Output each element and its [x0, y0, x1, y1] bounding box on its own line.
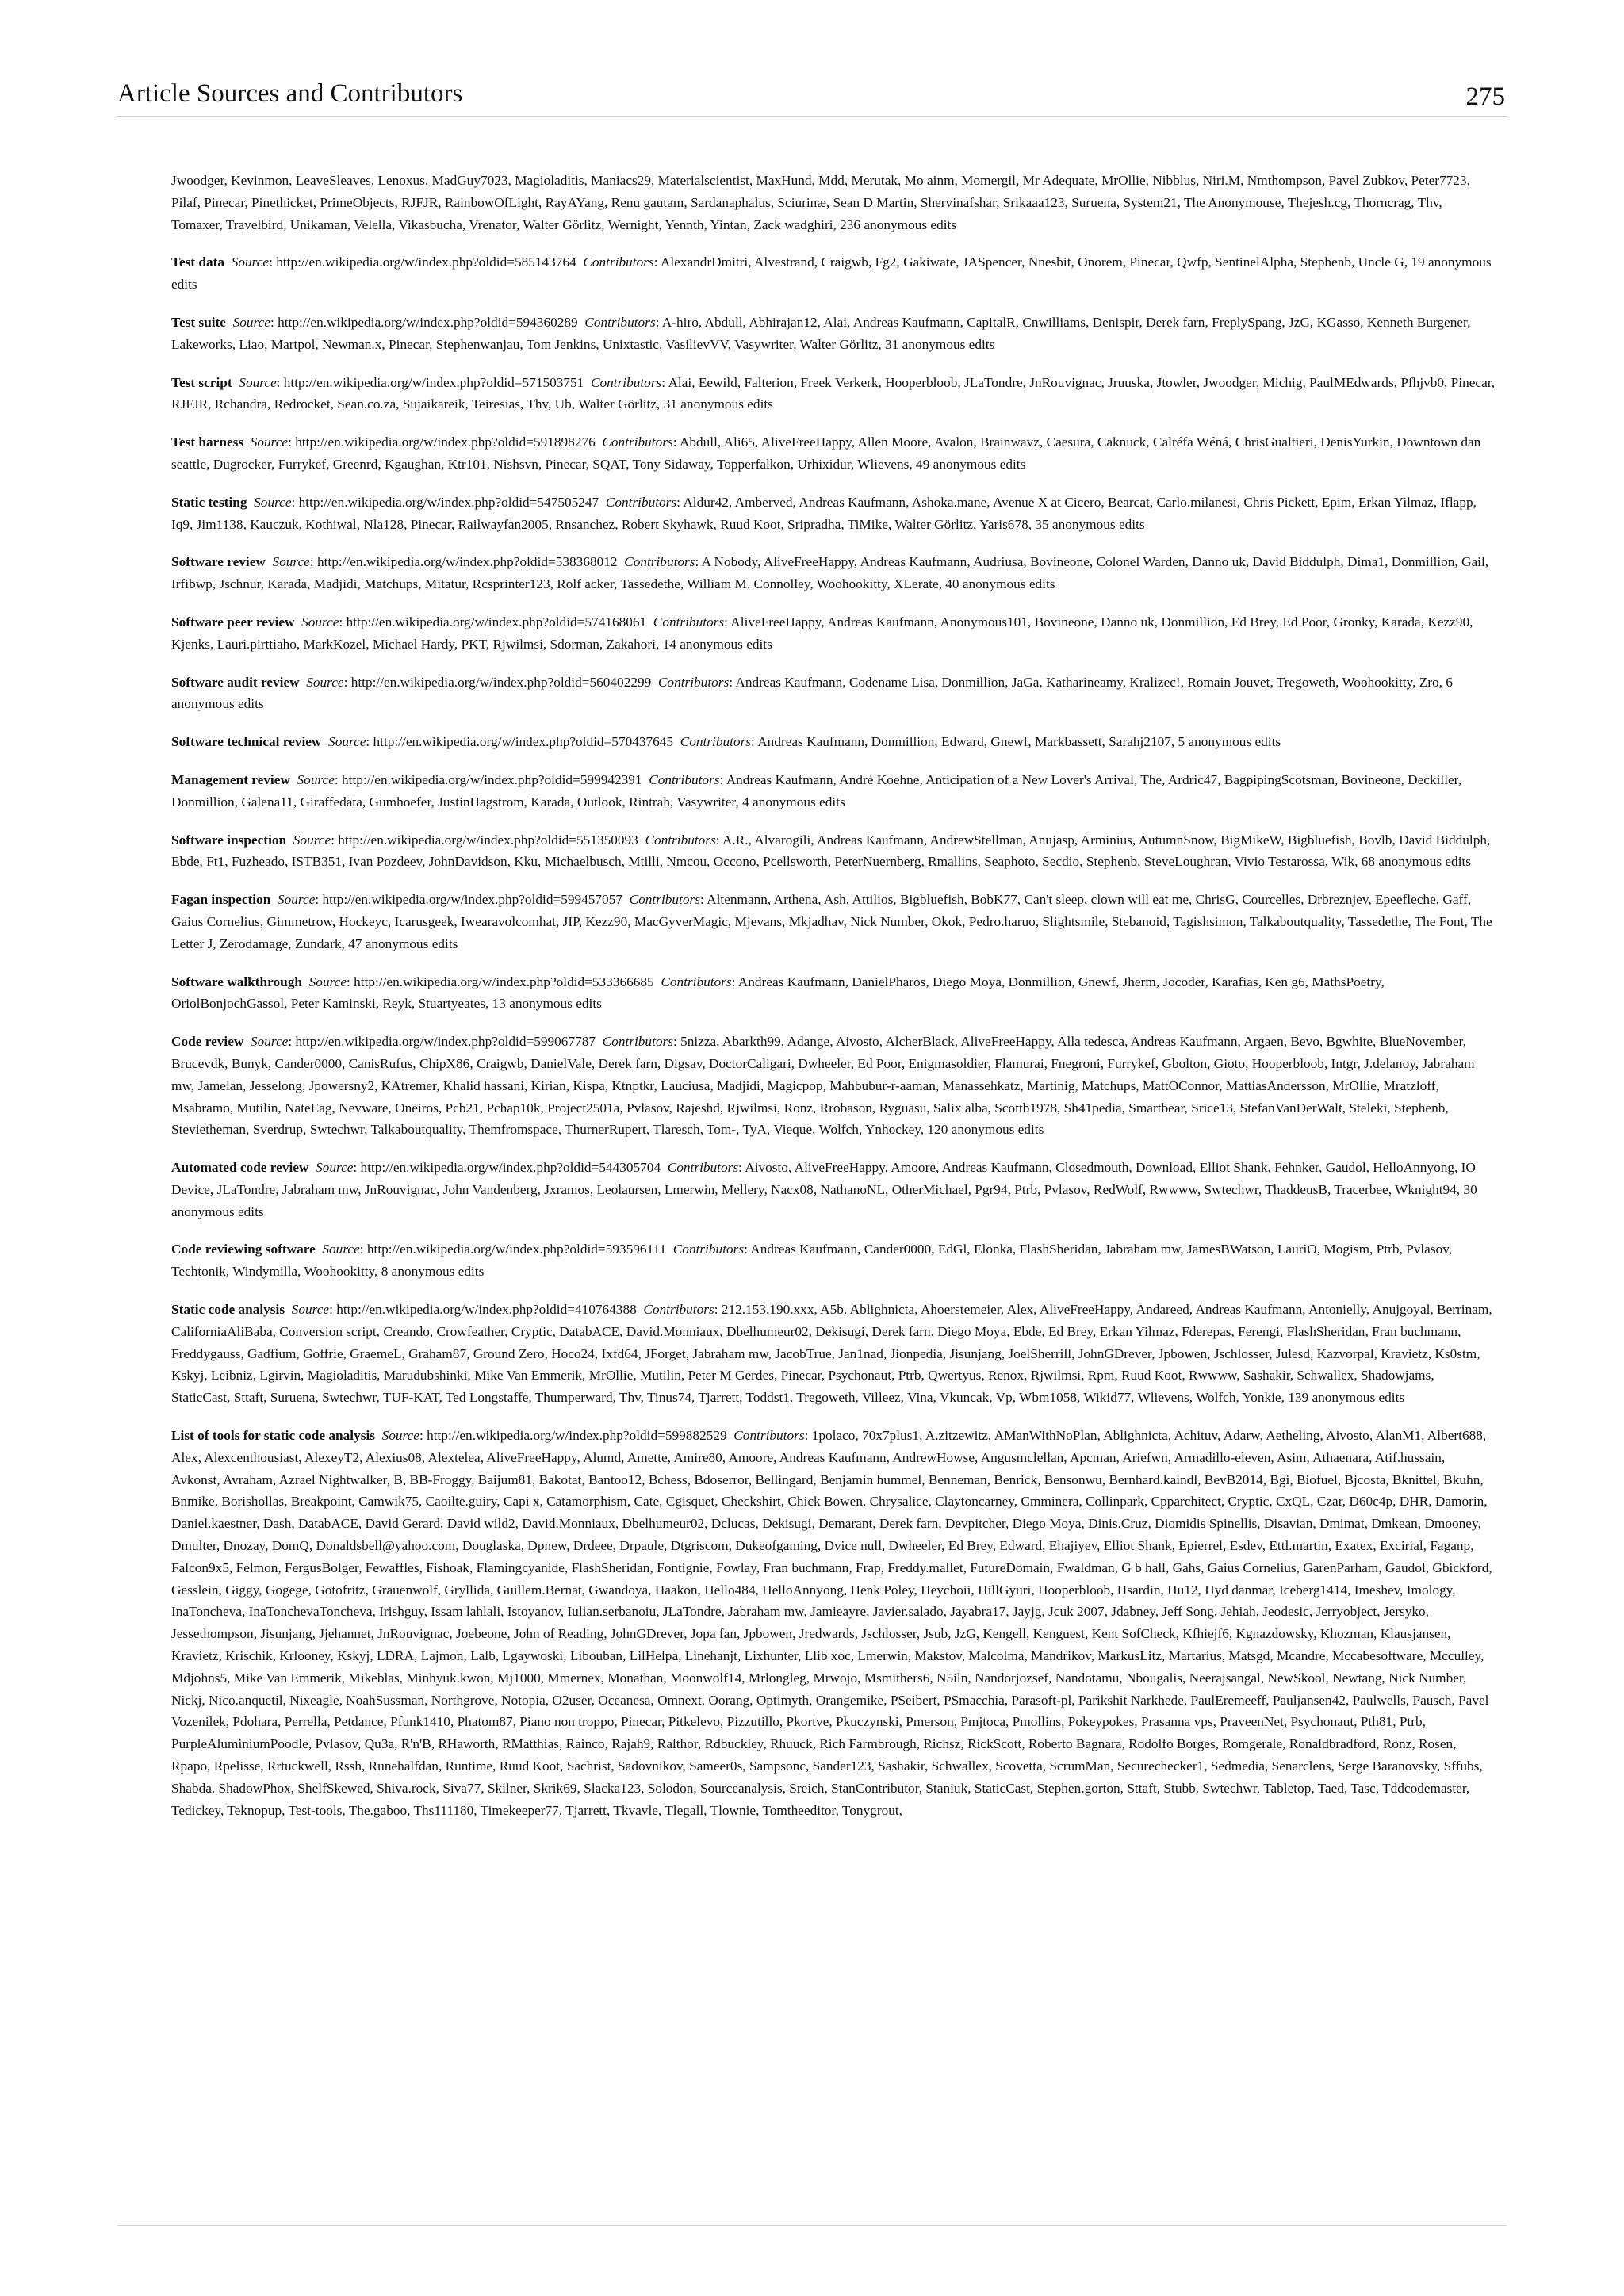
- contributors-label: Contributors: [653, 614, 725, 629]
- article-entry: [171, 551, 1496, 595]
- contributors-colon: :: [653, 254, 661, 270]
- source-label: Source: [301, 614, 339, 629]
- source-url[interactable]: http://en.wikipedia.org/w/index.php?oldid=544305704: [360, 1160, 661, 1176]
- article-title: Software peer review: [171, 614, 295, 629]
- source-url[interactable]: http://en.wikipedia.org/w/index.php?oldid=533366685: [354, 974, 654, 989]
- contributors-colon: :: [661, 374, 668, 390]
- source-url[interactable]: http://en.wikipedia.org/w/index.php?oldid=574168061: [346, 614, 647, 629]
- contributors-label: Contributors: [645, 832, 716, 848]
- source-url[interactable]: http://en.wikipedia.org/w/index.php?oldid=599067787: [295, 1034, 596, 1050]
- article-entry: [171, 1425, 1496, 1821]
- article-entry: [171, 1238, 1496, 1283]
- source-url[interactable]: http://en.wikipedia.org/w/index.php?oldid=571503751: [283, 374, 584, 390]
- contributors-colon: :: [738, 1160, 745, 1176]
- source-url[interactable]: http://en.wikipedia.org/w/index.php?oldid=594360289: [278, 314, 578, 330]
- article-entry: [171, 611, 1496, 656]
- source-colon: :: [315, 892, 323, 908]
- page: [117, 0, 1507, 2296]
- contributors-colon: :: [804, 1428, 812, 1444]
- contributors-label: Contributors: [672, 1242, 745, 1257]
- intro-contributors: Jwoodger, Kevinmon, LeaveSleaves, Lenoxus, MadGuy7023, Magioladitis, Maniacs29, Materialscientist, MaxHund, Mdd, Merutak, Mo ainm, Momergil, Mr Adequate, MrOllie, Nibblus, Niri.M, Nmthompson, Pavel Zubkov, Peter7723, Pilaf, Pinecar, Pinethicket, PrimeObjects, RJFJR, RainbowOfLight, RayAYang, Renu gautam, Sardanaphalus, Sciurinæ, Sean D Martin, Shervinafshar, Srikaaa123, Suruena, System21, The Anonymouse, Thejesh.cg, Thorncrag, Thv, Tomaxer, Travelbird, Unikaman, Velella, Vikasbucha, Vrenator, Walter Görlitz, Wernight, Yennth, Yintan, Zack wadghiri, 236 anonymous edits: [171, 173, 1470, 232]
- article-title: Software audit review: [171, 674, 300, 690]
- contributors-text: Aivosto, AliveFreeHappy, Amoore, Andreas Kaufmann, Closedmouth, Download, Elliot Shank, Fehnker, Gaudol, HelloAnnyong, IO Device, JLaTondre, Jabraham mw, JnRouvignac, John Vandenberg, Jxramos, Leolaursen, Lmerwin, Mellery, Nacx08, NathanoNL, OtherMichael, Pgr94, Ptrb, Pvlasov, RedWolf, Rwwww, Swtechwr, ThaddeusB, Tracerbee, Wknight94, 30 anonymous edits: [171, 1160, 1477, 1219]
- article-title: Code review: [171, 1034, 244, 1050]
- source-colon: :: [329, 1302, 337, 1318]
- contributors-text: Andreas Kaufmann, Donmillion, Edward, Gnewf, Markbassett, Sarahj2107, 5 anonymous edits: [757, 734, 1281, 750]
- page-number: 275: [1465, 82, 1505, 111]
- contributors-text: 1polaco, 70x7plus1, A.zitzewitz, AManWithNoPlan, Ablighnicta, Achituv, Adarw, Aetheling, Aivosto, AlanM1, Albert688, Alex, Alexcenthousiast, AlexeyT2, Alexius08, Alextelea, AliveFreeHappy, Alumd, Amette, Amire80, Amoore, Andreas Kaufmann, AndrewHowse, Angusmclellan, Apcman, Ariefwn, Armadillo-eleven, Asim, Athaenara, Atif.hussain, Avkonst, Avraham, Azrael Nightwalker, B, BB-Froggy, Baijum81, Bakotat, Bantoo12, Bchess, Bdoserror, Bellingard, Benjamin hummel, Benneman, Benrick, Bensonwu, Bernhard.kaindl, BevB2014, Bgi, Biofuel, Bjcosta, Bknittel, Bkuhn, Bnmike, Borishollas, Breakpoint, Camwik75, Caoilte.guiry, Capi x, Catamorphism, Cate, Cgisquet, Checkshirt, Chick Bowen, Chrysalice, Claytoncarney, Cmminera, Collinpark, Cpparchitect, Cryptic, CxQL, Czar, D60c4p, DHR, Damorin, Daniel.kaestner, Dash, DatabACE, David Gerard, David wild2, David.Monniaux, Dbelhumeur02, Dclucas, Dekisugi, Demarant, Derek farn, Devpitcher, Diego Moya, Dinis.Cruz, Diomidis Spinellis, Disavian, Dmimat, Dmkean, Dmooney, Dmulter, Dnozay, DomQ, Donaldsbell@yahoo.com, Douglaska, Dpnew, Drdeee, Drpaule, Dtgriscom, Dukeofgaming, Dvice null, Dwheeler, Ed Brey, Edward, Ehajiyev, Elliot Shank, Epierrel, Esdev, Ettl.martin, Exatex, Excirial, Faganp, Falcon9x5, Felmon, FergusBolger, Fewaffles, Fishoak, Flamingcyanide, FlashSheridan, Fontignie, Fowlay, Fran buchmann, Frap, Freddy.mallet, FutureDomain, Fwaldman, G b hall, Gahs, Gaius Cornelius, GarenParham, Gaudol, Gbickford, Gesslein, Giggy, Gogege, Gotofritz, Grauenwolf, Gryllida, Guillem.Bernat, Gwandoya, Haakon, Hello484, HelloAnnyong, Henk Poley, Heychoii, HillGyuri, Hooperbloob, Hsardin, Hu12, Hyd danmar, Iceberg1414, Imeshev, Imology, InaToncheva, InaTonchevaToncheva, Irishguy, Issam lahlali, Istoyanov, Iulian.serbanoiu, JLaTondre, Jabraham mw, Jamieayre, Javier.salado, Jayabra17, Jayjg, Jcuk 2007, Jdabney, Jeff Song, Jehiah, Jeodesic, Jerryobject, Jersyko, Jessethompson, Jisunjang, Jjehannet, JnRouvignac, Joebeone, John of Reading, JohnGDrever, Jopa fan, Jpbowen, Jredwards, Jschlosser, Jsub, JzG, Kengell, Kenguest, Kent SofCheck, Kfhiejf6, Kgnazdowsky, Khozman, Klausjansen, Kravietz, Krischik, Krlooney, Kskyj, LDRA, Lajmon, Lalb, Lgaywoski, Libouban, LilHelpa, Linehanjt, Lixhunter, Llib xoc, Lmerwin, Makstov, Malcolma, Mandrikov, MarkusLitz, Martarius, Matsgd, Mcandre, Mccabesoftware, Mcculley, Mdjohns5, Mike Van Emmerik, Mikeblas, Minhyuk.kwon, Mj1000, Mmernex, Monathan, Moonwolf14, Mrlongleg, Mrwojo, Msmithers6, N5iln, Nandorjozsef, Nandotamu, Nbougalis, Neerajsangal, NewSkool, Newtang, Nick Number, Nickj, Nico.anquetil, Nixeagle, NoahSussman, Northgrove, Notopia, O2user, Oceanesa, Omnext, Oorang, Optimyth, Orangemike, PSeibert, PSmacchia, Parasoft-pl, Parikshit Narkhede, PaulEremeeff, Pauljansen42, Paulwells, Pausch, Pavel Vozenilek, Pdohara, Perrella, Petdance, Pfunk1410, Phatom87, Piano non troppo, Pinecar, Pitkelevo, Pizzutillo, Pkortve, Pkuczynski, Pmerson, Pmjtoca, Pmollins, Pokeypokes, Prasanna vps, PraveenNet, Psychonaut, Pth81, Ptrb, PurpleAluminiumPoodle, Pvlasov, Qu3a, R'n'B, RHaworth, RMatthias, Rainco, Rajah9, Ralthor, Rdbuckley, Rhuuck, Rich Farmbrough, Richsz, RickScott, Roberto Bagnara, Rodolfo Borges, Romgerale, Ronaldbradford, Ronz, Rosen, Rpapo, Rpelisse, Rrtuckwell, Rssh, Runehalfdan, Runtime, Ruud Koot, Sachrist, Sadovnikov, Sameer0s, Sampsonc, Sander123, Sashakir, Schwallex, Scovetta, ScrumMan, Securechecker1, Sedmedia, Senarclens, Serge Baranovsky, Sffubs, Shabda, ShadowPhox, ShelfSkewed, Shiva.rock, Siva77, Skilner, Skrik69, Slacka123, Solodon, Sourceanalysis, Sreich, StanContributor, Staniuk, StaticCast, Stephen.gorton, Sttaft, Stubb, Swtechwr, Tabletop, Taed, Tasc, Tddcodemaster, Tedickey, Teknopup, Test-tools, The.gaboo, Ths111180, Timekeeper77, Tjarrett, Tkvavle, Tlegall, Tlownie, Tomtheeditor, Tonygrout,: [171, 1428, 1492, 1818]
- contributors-colon: :: [672, 1034, 681, 1050]
- source-label: Source: [231, 254, 270, 270]
- source-label: Source: [322, 1242, 360, 1257]
- article-title: Static testing: [171, 494, 247, 510]
- contributors-text: AliveFreeHappy, Andreas Kaufmann, Anonymous101, Bovineone, Danno uk, Donmillion, Ed Brey, Ed Poor, Gronky, Karada, Kezz90, Kjenks, Lauri.pirttiaho, MarkKozel, Michael Hardy, PKT, Rjwilmsi, Sdorman, Zakahori, 14 anonymous edits: [171, 614, 1473, 652]
- source-url[interactable]: http://en.wikipedia.org/w/index.php?oldid=585143764: [276, 254, 576, 270]
- article-entry: [171, 971, 1496, 1016]
- source-colon: :: [366, 734, 373, 750]
- contributors-text: Aldur42, Amberved, Andreas Kaufmann, Ashoka.mane, Avenue X at Cicero, Bearcat, Carlo.milanesi, Chris Pickett, Epim, Erkan Yilmaz, Iflapp, Iq9, Jim1138, Kauczuk, Kothiwal, Nla128, Pinecar, Railwayfan2005, Rnsanchez, Robert Skyhawk, Ruud Koot, Sripradha, TiMike, Walter Görlitz, Yaris678, 35 anonymous edits: [171, 494, 1477, 532]
- source-url[interactable]: http://en.wikipedia.org/w/index.php?oldid=538368012: [316, 554, 618, 570]
- contributors-label: Contributors: [661, 974, 732, 989]
- page-header: [117, 78, 1507, 117]
- source-url[interactable]: http://en.wikipedia.org/w/index.php?oldid=599942391: [342, 771, 642, 787]
- contributors-label: Contributors: [649, 771, 720, 787]
- source-colon: :: [419, 1428, 427, 1444]
- contributors-text: 212.153.190.xxx, A5b, Ablighnicta, Ahoerstemeier, Alex, AliveFreeHappy, Andareed, Andreas Kaufmann, Antonielly, Anujgoyal, Berrinam, CaliforniaAliBaba, Conversion script, Creando, Crowfeather, Cryptic, DatabACE, David.Monniaux, Dbelhumeur02, Dekisugi, Derek farn, Diego Moya, Ebde, Ed Brey, Erkan Yilmaz, Fderepas, Ferengi, FlashSheridan, Fran buchmann, Freddygauss, Gadfium, Goffrie, GraemeL, Graham87, Ground Zero, Hoco24, Ixfd64, JForget, Jabraham mw, JacobTrue, Jan1nad, Jionpedia, Jisunjang, JoelSherrill, JohnGDrever, Jpbowen, Jschlosser, Julesd, Kazvorpal, Kravietz, Ks0stm, Kskyj, Leibniz, Lgirvin, Magioladitis, Marudubshinki, Mike Van Emmerik, MrOllie, Mutilin, Peter M Gerdes, Pinecar, Psychonaut, Ptrb, Qwertyus, Renox, Rjwilmsi, Rpm, Ruud Koot, Rwwww, Sashakir, Schwallex, Shadowjams, StaticCast, Sttaft, Suruena, Swtechwr, TUF-KAT, Ted Longstaffe, Thumperward, Thv, Tinus74, Tjarrett, Toddst1, Tregoweth, Villeez, Vina, Vkuncak, Vp, Wbm1058, Wikid77, Wlievens, Wolfch, Yonkie, 139 anonymous edits: [171, 1302, 1492, 1406]
- contributors-colon: :: [695, 554, 702, 570]
- contributors-label: Contributors: [667, 1160, 739, 1176]
- contributors-list: [171, 170, 1496, 1837]
- source-label: Source: [250, 434, 289, 450]
- source-label: Source: [254, 494, 292, 510]
- article-entry: [171, 431, 1496, 476]
- contributors-label: Contributors: [680, 734, 752, 750]
- contributors-text: A-hiro, Abdull, Abhirajan12, Alai, Andreas Kaufmann, CapitalR, Cnwilliams, Denispir, Derek farn, FreplySpang, JzG, KGasso, Kenneth Burgener, Lakeworks, Liao, Martpol, Newman.x, Pinecar, Stephenwanjau, Tom Jenkins, Unixtastic, VasilievVV, Vasywriter, Walter Görlitz, 31 anonymous edits: [171, 314, 1471, 352]
- article-entry: [171, 731, 1496, 753]
- source-url[interactable]: http://en.wikipedia.org/w/index.php?oldid=551350093: [338, 832, 638, 848]
- contributors-text: Altenmann, Arthena, Ash, Attilios, Bigbluefish, BobK77, Can't sleep, clown will eat me, ChrisG, Courcelles, Drbreznjev, Epeefleche, Gaff, Gaius Cornelius, Gimmetrow, Hockeyc, Icarusgeek, Iwearavolcomhat, JIP, Kezz90, MacGyverMagic, Mjevans, Mkjadhav, Nick Number, Okok, Pedro.haruo, Slightsmile, Stebanoid, Tagishsimon, Talkaboutquality, Tassedethe, The Font, The Letter J, Zerodamage, Zundark, 47 anonymous edits: [171, 892, 1492, 951]
- source-colon: :: [331, 832, 339, 848]
- source-url[interactable]: http://en.wikipedia.org/w/index.php?oldid=599457057: [322, 892, 622, 908]
- contributors-colon: :: [655, 314, 662, 330]
- source-colon: :: [334, 771, 343, 787]
- source-colon: :: [359, 1242, 367, 1257]
- article-entry: [171, 829, 1496, 874]
- article-title: Code reviewing software: [171, 1242, 316, 1257]
- source-colon: :: [291, 494, 299, 510]
- article-title: Software walkthrough: [171, 974, 302, 989]
- contributors-text: A Nobody, AliveFreeHappy, Andreas Kaufmann, Audriusa, Bovineone, Colonel Warden, Danno uk, David Biddulph, Dima1, Donmillion, Gail, Irfibwp, Jschnur, Karada, Madjidi, Matchups, Mitatur, Rcsprinter123, Rolf acker, Tassedethe, William M. Connolley, Woohookitty, XLerate, 40 anonymous edits: [171, 554, 1489, 592]
- contributors-label: Contributors: [583, 254, 654, 270]
- article-title: Fagan inspection: [171, 892, 271, 908]
- contributors-label: Contributors: [602, 1034, 673, 1050]
- article-entry: [171, 492, 1496, 536]
- source-url[interactable]: http://en.wikipedia.org/w/index.php?oldid=560402299: [350, 674, 652, 690]
- source-label: Source: [272, 554, 310, 570]
- article-title: Test harness: [171, 434, 244, 450]
- source-label: Source: [239, 374, 277, 390]
- contributors-label: Contributors: [590, 374, 662, 390]
- source-label: Source: [306, 674, 344, 690]
- source-colon: :: [353, 1160, 361, 1176]
- source-url[interactable]: http://en.wikipedia.org/w/index.php?oldid=599882529: [427, 1428, 727, 1444]
- source-colon: :: [288, 1034, 296, 1050]
- contributors-colon: :: [672, 434, 680, 450]
- article-title: Software technical review: [171, 734, 322, 750]
- article-entry: [171, 1157, 1496, 1223]
- source-colon: :: [339, 614, 347, 629]
- article-entry: [171, 672, 1496, 716]
- article-title: Test script: [171, 374, 232, 390]
- entries: [171, 251, 1496, 1821]
- page-title: Article Sources and Contributors: [117, 79, 463, 108]
- article-title: Software inspection: [171, 832, 287, 848]
- contributors-colon: :: [724, 614, 731, 629]
- source-label: Source: [291, 1302, 330, 1318]
- contributors-label: Contributors: [629, 892, 700, 908]
- article-entry: [171, 1299, 1496, 1409]
- article-title: Static code analysis: [171, 1302, 285, 1318]
- article-title: Test suite: [171, 314, 226, 330]
- contributors-text: Andreas Kaufmann, Cander0000, EdGl, Elonka, FlashSheridan, Jabraham mw, JamesBWatson, LauriO, Mogism, Ptrb, Pvlasov, Techtonik, Windymilla, Woohookitty, 8 anonymous edits: [171, 1242, 1453, 1280]
- article-title: Automated code review: [171, 1160, 309, 1176]
- source-label: Source: [328, 734, 366, 750]
- article-title: Test data: [171, 254, 225, 270]
- contributors-colon: :: [729, 674, 736, 690]
- contributors-colon: :: [719, 771, 726, 787]
- contributors-text: 5nizza, Abarkth99, Adange, Aivosto, AlcherBlack, AliveFreeHappy, Alla tedesca, Andreas Kaufmann, Argaen, Bevo, Bgwhite, BlueNovember, Brucevdk, Bunyk, Cander0000, CanisRufus, ChipX86, Craigwb, DanielVale, Derek farn, Digsav, DoctorCaligari, Dwheeler, Ed Poor, Enigmasoldier, Flamurai, Fnegroni, Furrykef, Gbolton, Gioto, Hooperbloob, Intgr, J.delanoy, Jabraham mw, Jamelan, Jesselong, Jpowersny2, KAtremer, Khalid hassani, Kirian, Kispa, Ktnptkr, Lauciusa, Madjidi, Magicpop, Mahbubur-r-aaman, Manassehkatz, Martinig, Matchups, MattOConnor, MattiasAndersson, MrOllie, Mratzloff, Msabramo, Mutilin, NateEag, Nevware, Oneiros, Pcb21, Pchap10k, Project2501a, Pvlasov, Rajeshd, Rjwilmsi, Ronz, Rrobason, Ryguasu, Salix alba, Scottb1978, Sh41pedia, Smartbear, Srice13, StefanVanDerWalt, Steleki, Stephenb, Stevietheman, Sverdrup, Swtechwr, Talkaboutquality, Themfromspace, ThurnerRupert, Tlaresch, Tom-, TyA, Vieque, Wolfch, Ynhockey, 120 anonymous edits: [171, 1034, 1475, 1138]
- contributors-label: Contributors: [584, 314, 656, 330]
- source-label: Source: [232, 314, 270, 330]
- contributors-text: A.R., Alvarogili, Andreas Kaufmann, AndrewStellman, Anujasp, Arminius, AutumnSnow, BigMikeW, Bigbluefish, Bovlb, David Biddulph, Ebde, Ft1, Fuzheado, ISTB351, Ivan Pozdeev, JohnDavidson, Kku, Michaelbusch, Mtilli, Nmcou, Occono, Pcellsworth, PeterNuernberg, Rmallins, Seaphoto, Secdio, Stephenb, SteveLoughran, Vivio Testarossa, Wik, 68 anonymous edits: [171, 832, 1491, 870]
- contributors-colon: :: [751, 734, 758, 750]
- article-title: List of tools for static code analysis: [171, 1428, 375, 1444]
- article-entry: [171, 312, 1496, 356]
- intro-paragraph: [171, 170, 1496, 235]
- source-label: Source: [277, 892, 316, 908]
- source-colon: :: [269, 254, 277, 270]
- contributors-colon: :: [699, 892, 707, 908]
- contributors-colon: :: [715, 832, 722, 848]
- source-colon: :: [343, 674, 351, 690]
- contributors-colon: :: [744, 1242, 751, 1257]
- source-url[interactable]: http://en.wikipedia.org/w/index.php?oldid=547505247: [298, 494, 599, 510]
- source-label: Source: [381, 1428, 419, 1444]
- article-entry: [171, 889, 1496, 955]
- contributors-colon: :: [676, 494, 684, 510]
- source-colon: :: [288, 434, 296, 450]
- contributors-text: Andreas Kaufmann, André Koehne, Anticipation of a New Lover's Arrival, The, Ardric47, BagpipingScotsman, Bovineone, Deckiller, Donmillion, Galena11, Giraffedata, Gumhoefer, JustinHagstrom, Karada, Outlook, Rintrah, Vasywriter, 4 anonymous edits: [171, 771, 1462, 809]
- contributors-text: Andreas Kaufmann, DanielPharos, Diego Moya, Donmillion, Gnewf, Jherm, Jocoder, Karafias, Ken g6, MathsPoetry, OriolBonjochGassol, Peter Kaminski, Reyk, Stuartyeates, 13 anonymous edits: [171, 974, 1385, 1012]
- article-title: Management review: [171, 771, 290, 787]
- contributors-colon: :: [731, 974, 738, 989]
- contributors-label: Contributors: [643, 1302, 714, 1318]
- contributors-text: AlexandrDmitri, Alvestrand, Craigwb, Fg2, Gakiwate, JASpencer, Nnesbit, Onorem, Pinecar, Qwfp, SentinelAlpha, Stephenb, Uncle G, 19 anonymous edits: [171, 254, 1492, 293]
- contributors-label: Contributors: [624, 554, 695, 570]
- article-title: Software review: [171, 554, 266, 570]
- contributors-text: Abdull, Ali65, AliveFreeHappy, Allen Moore, Avalon, Brainwavz, Caesura, Caknuck, Calréfa Wéná, ChrisGualtieri, DenisYurkin, Downtown dan seattle, Dugrocker, Furrykef, Greenrd, Kgaughan, Ktr101, Nishsvn, Pinecar, SQAT, Tony Sidaway, Topperfalkon, Urhixidur, Wlievens, 49 anonymous edits: [171, 434, 1481, 472]
- contributors-colon: :: [714, 1302, 722, 1318]
- source-label: Source: [297, 771, 335, 787]
- article-entry: [171, 251, 1496, 296]
- article-entry: [171, 1031, 1496, 1141]
- contributors-text: Andreas Kaufmann, Codename Lisa, Donmillion, JaGa, Katharineamy, Kralizec!, Romain Jouvet, Tregoweth, Woohookitty, Zro, 6 anonymous edits: [171, 674, 1453, 712]
- source-label: Source: [316, 1160, 354, 1176]
- contributors-text: Alai, Eewild, Falterion, Freek Verkerk, Hooperbloob, JLaTondre, JnRouvignac, Jruuska, Jtowler, Jwoodger, Michig, PaulMEdwards, Pfhjvb0, Pinecar, RJFJR, Rchandra, Redrocket, Sean.co.za, Sujaikareik, Teiresias, Thv, Ub, Walter Görlitz, 31 anonymous edits: [171, 374, 1496, 412]
- source-url[interactable]: http://en.wikipedia.org/w/index.php?oldid=410764388: [336, 1302, 637, 1318]
- contributors-label: Contributors: [602, 434, 673, 450]
- contributors-label: Contributors: [657, 674, 730, 690]
- source-colon: :: [309, 554, 317, 570]
- source-colon: :: [270, 314, 278, 330]
- source-label: Source: [250, 1034, 289, 1050]
- source-label: Source: [293, 832, 331, 848]
- contributors-label: Contributors: [733, 1428, 805, 1444]
- source-colon: :: [276, 374, 284, 390]
- source-colon: :: [347, 974, 354, 989]
- contributors-label: Contributors: [605, 494, 677, 510]
- article-entry: [171, 372, 1496, 416]
- source-label: Source: [308, 974, 347, 989]
- source-url[interactable]: http://en.wikipedia.org/w/index.php?oldid=591898276: [295, 434, 596, 450]
- article-entry: [171, 769, 1496, 813]
- source-url[interactable]: http://en.wikipedia.org/w/index.php?oldid=593596111: [366, 1242, 667, 1257]
- source-url[interactable]: http://en.wikipedia.org/w/index.php?oldid=570437645: [373, 734, 674, 750]
- footer-rule: [117, 2225, 1507, 2226]
